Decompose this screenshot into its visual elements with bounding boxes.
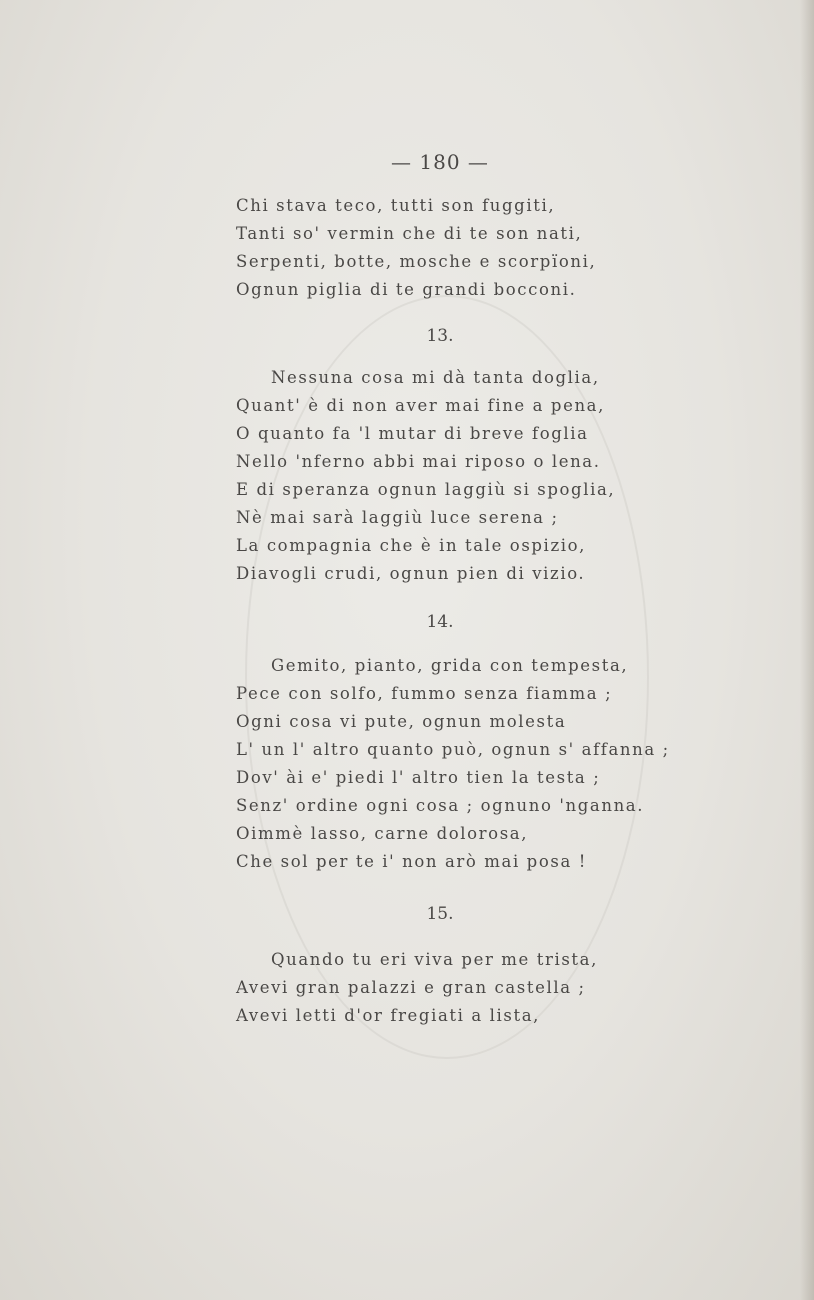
stanza-number: 13.	[426, 326, 454, 346]
poem-line: Nè mai sarà laggiù luce serena ;	[236, 508, 559, 527]
page-edge-shadow	[800, 0, 814, 1300]
poem-line: L' un l' altro quanto può, ognun s' affanna ;	[236, 740, 670, 759]
poem-line: Chi stava teco, tutti son fuggiti,	[236, 196, 556, 215]
poem-line: Oimmè lasso, carne dolorosa,	[236, 824, 529, 843]
poem-line: Quando tu eri viva per me trista,	[271, 950, 598, 969]
poem-line: Nello 'nferno abbi mai riposo o lena.	[236, 452, 601, 471]
poem-line: Quant' è di non aver mai fine a pena,	[236, 396, 605, 415]
poem-line: Pece con solfo, fummo senza fiamma ;	[236, 684, 613, 703]
poem-line: Tanti so' vermin che di te son nati,	[236, 224, 583, 243]
poem-line: Serpenti, botte, mosche e scorpïoni,	[236, 252, 597, 271]
poem-line: Avevi letti d'or fregiati a lista,	[236, 1006, 540, 1025]
poem-line: O quanto fa 'l mutar di breve foglia	[236, 424, 589, 443]
poem-line: La compagnia che è in tale ospizio,	[236, 536, 586, 555]
poem-line: Diavogli crudi, ognun pien di vizio.	[236, 564, 586, 583]
poem-line: Ognun piglia di te grandi bocconi.	[236, 280, 577, 299]
poem-line: Gemito, pianto, grida con tempesta,	[271, 656, 629, 675]
poem-line: Avevi gran palazzi e gran castella ;	[236, 978, 586, 997]
poem-line: Ogni cosa vi pute, ognun molesta	[236, 712, 567, 731]
stanza-number: 14.	[426, 612, 454, 632]
poem-line: Senz' ordine ogni cosa ; ognuno 'nganna.	[236, 796, 645, 815]
stanza-number: 15.	[426, 904, 454, 924]
poem-line: E di speranza ognun laggiù si spoglia,	[236, 480, 616, 499]
page-number: — 180 —	[391, 150, 489, 174]
poem-line: Nessuna cosa mi dà tanta doglia,	[271, 368, 600, 387]
poem-line: Che sol per te i' non arò mai posa !	[236, 852, 587, 871]
poem-line: Dov' ài e' piedi l' altro tien la testa ;	[236, 768, 601, 787]
